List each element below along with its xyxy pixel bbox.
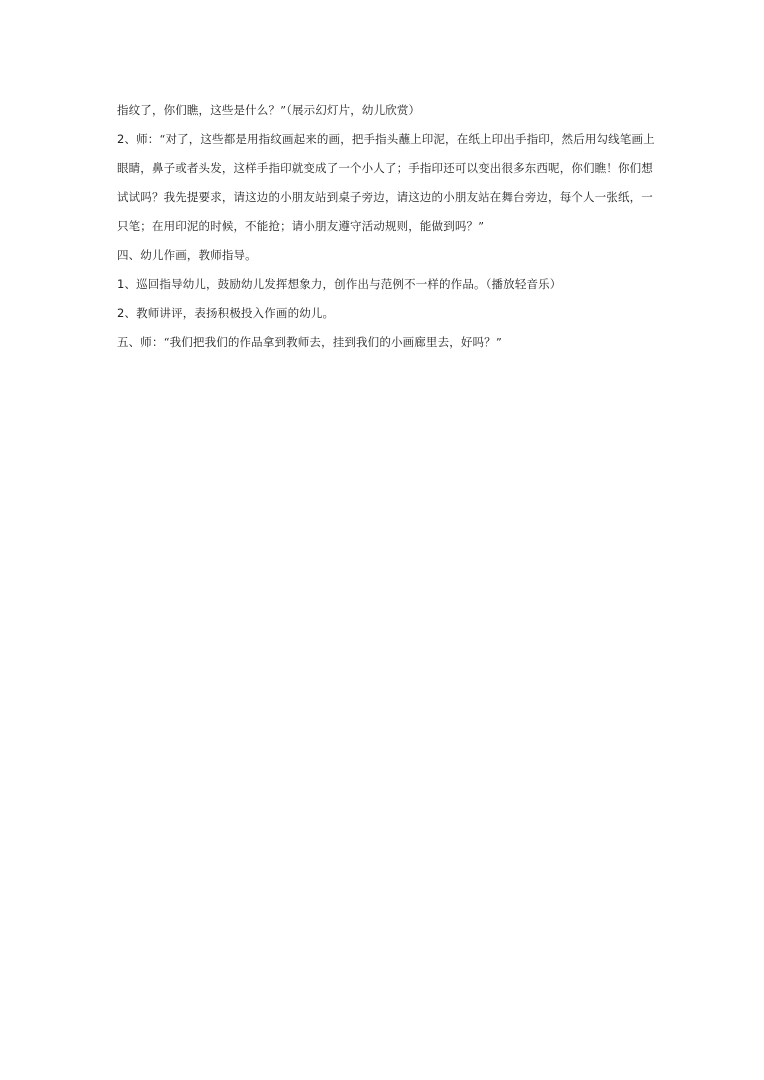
- text-line-2: [117, 125, 657, 154]
- line-text: 四、幼儿作画，教师指导。: [117, 248, 257, 262]
- text-line-8: [117, 299, 657, 328]
- text-line-4: [117, 183, 657, 212]
- text-line-5: [117, 212, 657, 241]
- line-text: 试试吗？我先提要求，请这边的小朋友站到桌子旁边，请这边的小朋友站在舞台旁边，每个人一张纸，一: [117, 190, 653, 204]
- text-line-3: [117, 154, 657, 183]
- document-body: [117, 96, 657, 357]
- line-text: 只笔；在用印泥的时候，不能抢；请小朋友遵守活动规则，能做到吗？”: [117, 219, 485, 233]
- text-line-1: [117, 96, 657, 125]
- line-text: 指纹了，你们瞧，这些是什么？”（展示幻灯片，幼儿欣赏）: [117, 103, 421, 117]
- line-text: 、巡回指导幼儿，鼓励幼儿发挥想象力，创作出与范例不一样的作品。（播放轻音乐）: [124, 277, 562, 291]
- text-line-6: [117, 241, 657, 270]
- text-line-7: [117, 270, 657, 299]
- line-text: 眼睛，鼻子或者头发，这样手指印就变成了一个小人了；手指印还可以变出很多东西呢，你们瞧！你们想: [117, 161, 653, 175]
- line-number: 2: [117, 132, 125, 146]
- line-number: 1: [117, 277, 125, 291]
- line-text: 、教师讲评，表扬积极投入作画的幼儿。: [124, 306, 335, 320]
- line-text: 五、师：“我们把我们的作品拿到教师去，挂到我们的小画廊里去，好吗？”: [117, 335, 502, 349]
- text-line-9: [117, 328, 657, 357]
- line-text: 、师：“对了，这些都是用指纹画起来的画，把手指头蘸上印泥，在纸上印出手指印，然后用勾线笔画上: [124, 132, 655, 146]
- line-number: 2: [117, 306, 125, 320]
